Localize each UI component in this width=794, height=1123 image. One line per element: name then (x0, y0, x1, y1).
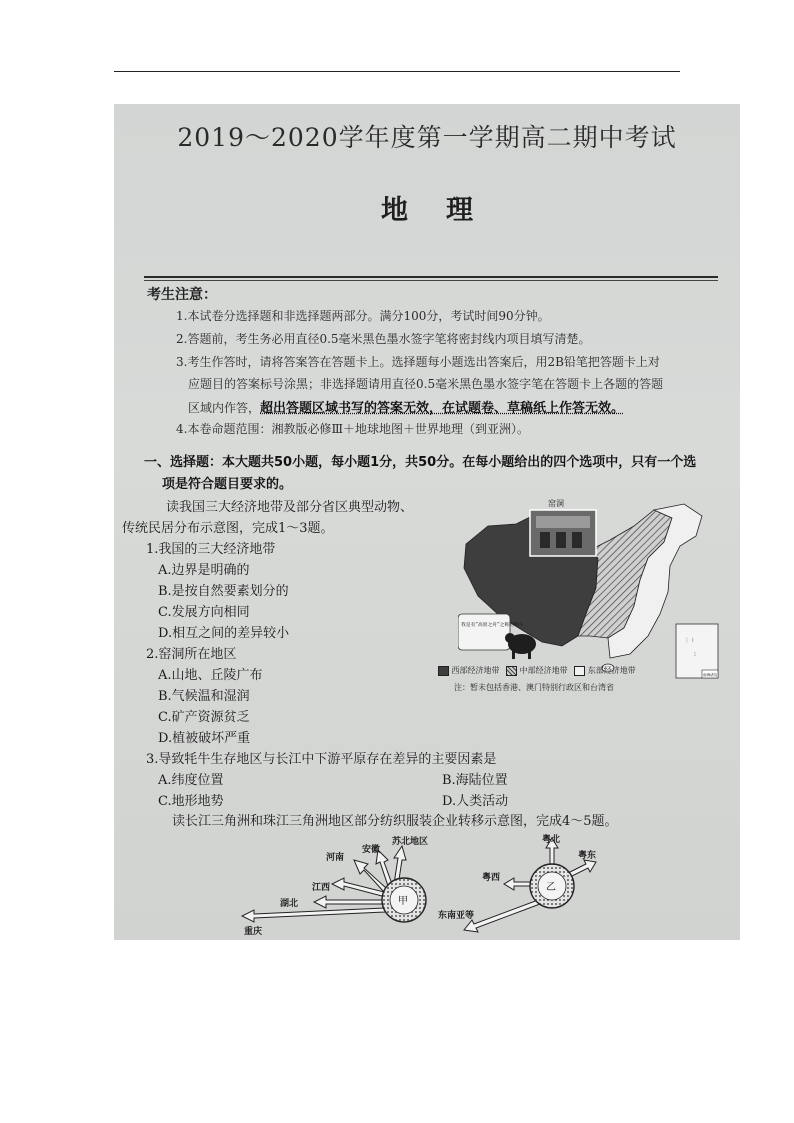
yak-caption: 我是有“高原之舟”之称的牦牛 (461, 623, 524, 628)
label-hubei: 湖北 (280, 899, 299, 909)
question-3-stem: 3.导致牦牛生存地区与长江中下游平原存在差异的主要因素是 (146, 752, 497, 767)
enterprise-transfer-diagram (214, 834, 614, 940)
yaodong-label: 窑洞 (548, 499, 564, 508)
label-jiangxi: 江西 (312, 883, 331, 893)
question-2-stem: 2.窑洞所在地区 (146, 647, 237, 662)
notice-emphasis: 超出答题区域书写的答案无效，在试题卷、草稿纸上作答无效。 (260, 401, 625, 416)
label-yuedong: 粤东 (578, 851, 597, 861)
right-center-label: 乙 (546, 882, 556, 893)
legend-swatch-east (574, 666, 585, 676)
question-1-option-a: A.边界是明确的 (158, 563, 250, 578)
question-intro-1: 读我国三大经济地带及部分省区典型动物、 (166, 500, 414, 515)
question-intro-4-5: 读长江三角洲和珠江三角洲地区部分纺织服装企业转移示意图，完成4～5题。 (172, 814, 618, 829)
label-yuexi: 粤西 (482, 873, 501, 883)
top-rule (114, 71, 680, 72)
question-3-option-c: C.地形地势 (158, 794, 224, 809)
question-2-option-a: A.山地、丘陵广布 (158, 668, 263, 683)
question-1-option-d: D.相互之间的差异较小 (158, 626, 290, 641)
inset-label: 南海诸岛 (703, 673, 718, 677)
label-anhui: 安徽 (362, 845, 381, 855)
notice-item-4: 4.本卷命题范围：湘教版必修Ⅲ＋地球地图＋世界地理（到亚洲）。 (176, 422, 530, 436)
question-1-option-b: B.是按自然要素划分的 (158, 584, 289, 599)
svg-text:⁝: ⁝ (694, 651, 696, 658)
legend-swatch-middle (506, 666, 517, 676)
question-3-option-d: D.人类活动 (442, 794, 509, 809)
question-1-stem: 1.我国的三大经济地带 (146, 542, 276, 557)
label-southeast-asia: 东南亚等 (438, 911, 475, 921)
question-2-option-c: C.矿产资源贫乏 (158, 710, 250, 725)
legend-middle: 中部经济地带 (519, 666, 568, 675)
label-subei: 苏北地区 (392, 837, 429, 847)
notice-rule (144, 276, 718, 278)
subject-title: 地理 (381, 195, 511, 226)
notice-rule-thin (144, 280, 718, 281)
label-henan: 河南 (326, 853, 345, 863)
question-1-option-c: C.发展方向相同 (158, 605, 250, 620)
section-instruction-line2: 项是符合题目要求的。 (162, 477, 293, 492)
notice-heading: 考生注意： (147, 287, 217, 303)
notice-item-1: 1.本试卷分选择题和非选择题两部分。满分100分，考试时间90分钟。 (176, 309, 550, 323)
notice-item-3-cont: 应题目的答案标号涂黑；非选择题请用直径0.5毫米黑色墨水签字笔在答题卡上各题的答题 (188, 377, 664, 391)
label-chongqing: 重庆 (244, 927, 263, 937)
left-center-label: 甲 (398, 896, 408, 907)
svg-text:⋮ ⁞: ⋮ ⁞ (684, 637, 694, 644)
notice-item-2: 2.答题前，考生务必用直径0.5毫米黑色墨水签字笔将密封线内项目填写清楚。 (176, 332, 591, 346)
question-2-option-b: B.气候温和湿润 (158, 689, 250, 704)
legend-east: 东部经济地带 (587, 666, 636, 675)
question-intro-2: 传统民居分布示意图，完成1～3题。 (122, 521, 334, 536)
question-3-option-b: B.海陆位置 (442, 773, 508, 788)
question-2-option-d: D.植被破坏严重 (158, 731, 251, 746)
question-3-option-a: A.纬度位置 (158, 773, 224, 788)
label-yuebei: 粤北 (542, 835, 561, 845)
map-legend (438, 665, 636, 676)
notice-item-3: 3.考生作答时，请将答案答在答题卡上。选择题每小题选出答案后，用2B铅笔把答题卡上对 (176, 355, 660, 369)
section-instruction-line1: 一、选择题：本大题共50小题，每小题1分，共50分。在每小题给出的四个选项中，只有一个选 (144, 455, 697, 470)
legend-west: 西部经济地带 (451, 666, 500, 675)
yak-caption-box (458, 614, 510, 650)
notice-item-3-tail: 区域内作答， (188, 401, 261, 415)
map-note: 注：暂未包括香港、澳门特别行政区和台湾省 (454, 683, 614, 692)
exam-title: 2019～2020学年度第一学期高二期中考试 (177, 123, 677, 152)
legend-swatch-west (438, 666, 449, 676)
exam-paper-photo (114, 104, 740, 940)
notice-item-3-cont2 (188, 397, 624, 416)
